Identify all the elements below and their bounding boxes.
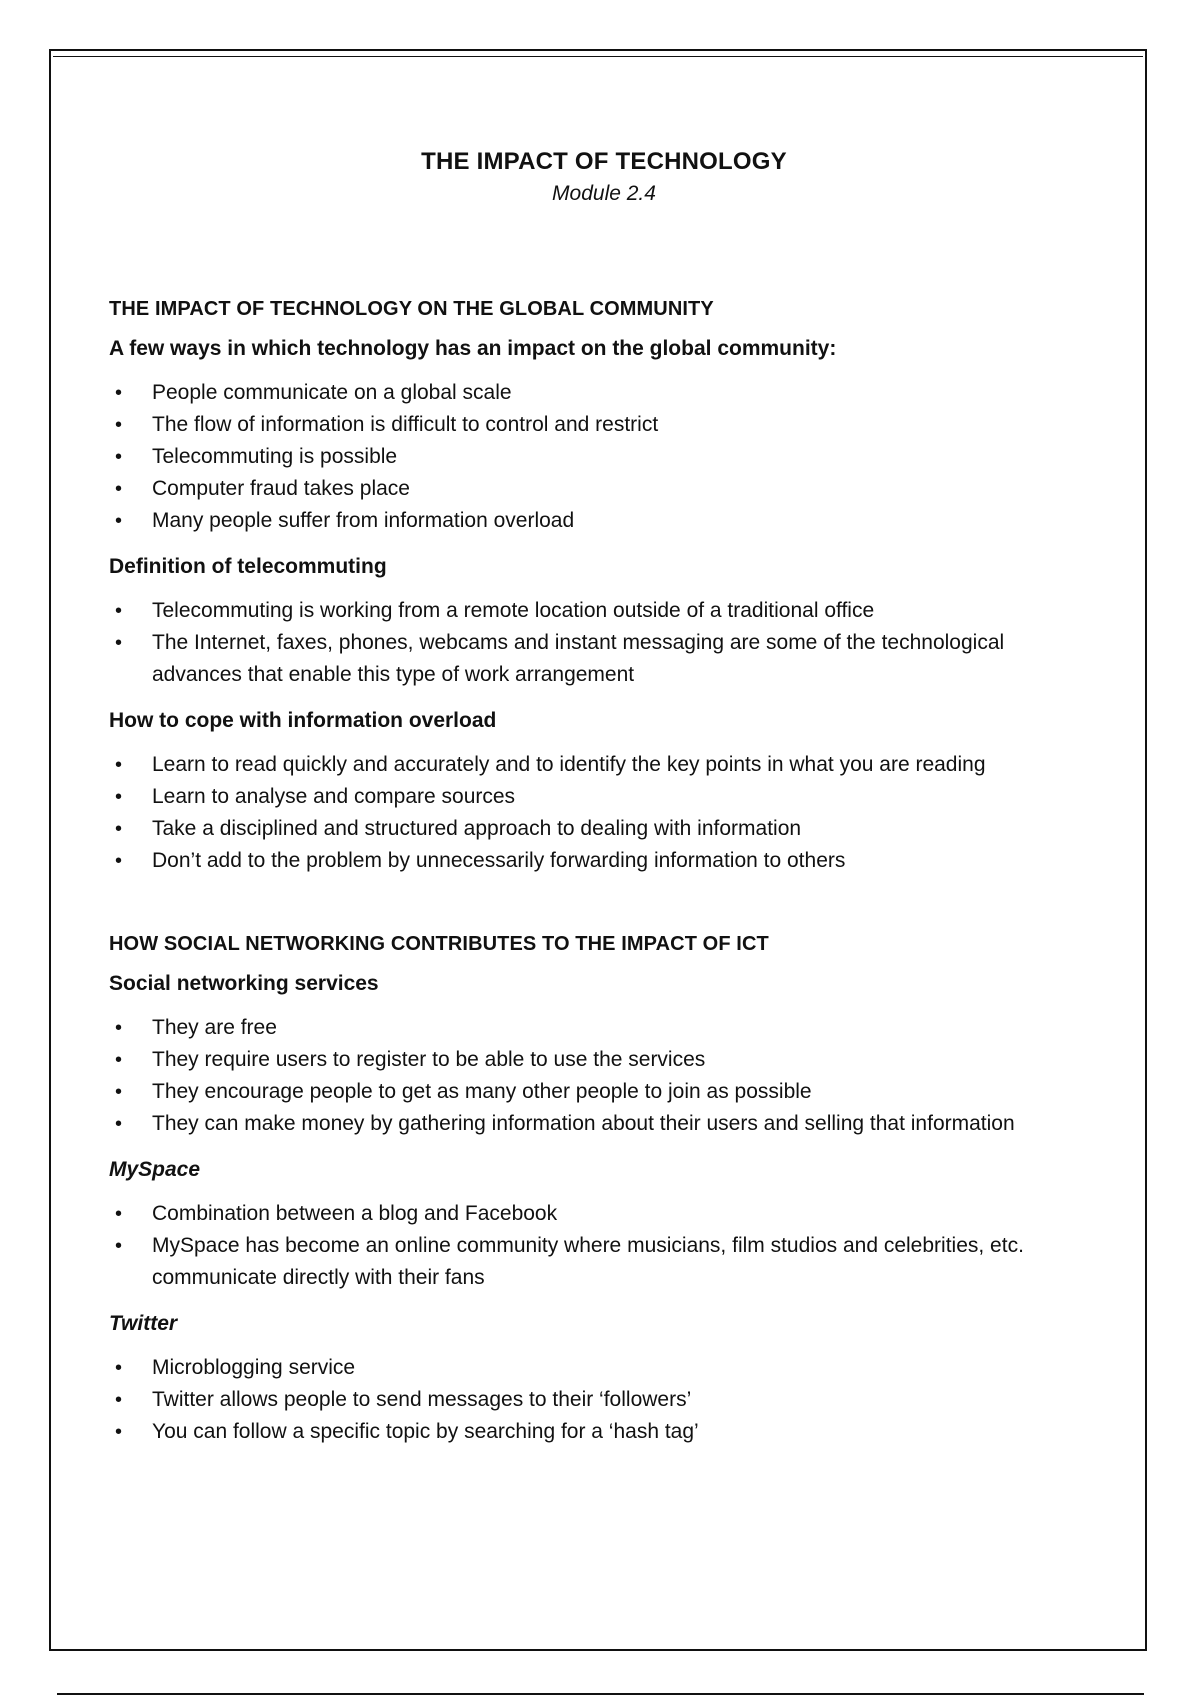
list-item-text: The Internet, faxes, phones, webcams and instant messaging are some of the technological advances that enable this type of work arrangement: [152, 631, 1005, 686]
list-item-text: They encourage people to get as many other people to join as possible: [152, 1080, 812, 1103]
list-item-text: People communicate on a global scale: [152, 381, 512, 404]
list-item-text: Learn to analyse and compare sources: [152, 785, 516, 808]
list-item-text: They require users to register to be able to use the services: [152, 1048, 706, 1071]
list-item: [109, 1416, 1099, 1448]
list-item: [109, 377, 1099, 409]
bullet-icon: •: [115, 1235, 123, 1257]
list-item-text: Learn to read quickly and accurately and to identify the key points in what you are reading: [152, 753, 986, 776]
bullet-icon: •: [115, 1017, 123, 1039]
document-body: [109, 140, 1099, 1448]
list-item-text: Microblogging service: [152, 1356, 356, 1379]
bullet-icon: •: [115, 1049, 123, 1071]
bullet-list-social-networking-services: [109, 1012, 1099, 1140]
bullet-icon: •: [115, 1357, 123, 1379]
list-item: [109, 595, 1099, 627]
bullet-list-myspace: [109, 1198, 1099, 1294]
subheading-social-networking-services: Social networking services: [109, 972, 379, 995]
document-title: THE IMPACT OF TECHNOLOGY: [421, 148, 787, 175]
list-item-text: They can make money by gathering information about their users and selling that information: [152, 1112, 1015, 1135]
bullet-icon: •: [115, 446, 123, 468]
document-subtitle: Module 2.4: [552, 182, 656, 205]
bullet-list-impact-ways: [109, 377, 1099, 537]
list-item-text: They are free: [152, 1016, 277, 1039]
list-item-text: The flow of information is difficult to control and restrict: [152, 413, 659, 436]
subheading-information-overload: How to cope with information overload: [109, 709, 497, 732]
bullet-icon: •: [115, 1113, 123, 1135]
list-item-text: Many people suffer from information overload: [152, 509, 575, 532]
list-item-text: Telecommuting is possible: [152, 445, 398, 468]
bullet-icon: •: [115, 478, 123, 500]
list-item: [109, 1108, 1099, 1140]
list-item: [109, 409, 1099, 441]
bullet-icon: •: [115, 850, 123, 872]
list-item-text: Telecommuting is working from a remote location outside of a traditional office: [152, 599, 875, 622]
bullet-icon: •: [115, 1203, 123, 1225]
bullet-icon: •: [115, 600, 123, 622]
list-item-text: Don’t add to the problem by unnecessarily forwarding information to others: [152, 849, 846, 872]
subheading-twitter: Twitter: [109, 1312, 178, 1335]
bullet-list-telecommuting: [109, 595, 1099, 691]
list-item: [109, 845, 1099, 877]
bullet-icon: •: [115, 414, 123, 436]
list-item-text: Take a disciplined and structured approach to dealing with information: [152, 817, 802, 840]
bullet-list-twitter: [109, 1352, 1099, 1448]
list-item-text: MySpace has become an online community where musicians, film studios and celebrities, etc. communicate directly with their fans: [152, 1234, 1024, 1289]
subheading-telecommuting-definition: Definition of telecommuting: [109, 555, 387, 578]
list-item-text: You can follow a specific topic by searching for a ‘hash tag’: [152, 1420, 699, 1443]
list-item-text: Computer fraud takes place: [152, 477, 410, 500]
bullet-icon: •: [115, 1389, 123, 1411]
list-item-text: Twitter allows people to send messages to their ‘followers’: [152, 1388, 692, 1411]
list-item: [109, 781, 1099, 813]
bullet-icon: •: [115, 786, 123, 808]
list-item: [109, 473, 1099, 505]
list-item: [109, 813, 1099, 845]
footer-rule: [57, 1693, 1144, 1695]
list-item: [109, 505, 1099, 537]
subheading-impact-ways: A few ways in which technology has an impact on the global community:: [109, 337, 837, 360]
bullet-icon: •: [115, 632, 123, 654]
subheading-myspace: MySpace: [109, 1158, 201, 1181]
section-heading-global-community: THE IMPACT OF TECHNOLOGY ON THE GLOBAL COMMUNITY: [109, 298, 714, 320]
list-item: [109, 1044, 1099, 1076]
section-heading-social-networking: HOW SOCIAL NETWORKING CONTRIBUTES TO THE IMPACT OF ICT: [109, 933, 769, 955]
bullet-icon: •: [115, 754, 123, 776]
list-item: [109, 1012, 1099, 1044]
bullet-list-information-overload: [109, 749, 1099, 877]
list-item: [109, 1198, 1099, 1230]
list-item: [109, 1352, 1099, 1384]
bullet-icon: •: [115, 1421, 123, 1443]
list-item-text: Combination between a blog and Facebook: [152, 1202, 558, 1225]
list-item: [109, 1076, 1099, 1108]
list-item: [109, 1384, 1099, 1416]
list-item: [109, 627, 1099, 691]
bullet-icon: •: [115, 818, 123, 840]
list-item: [109, 1230, 1099, 1294]
bullet-icon: •: [115, 382, 123, 404]
bullet-icon: •: [115, 1081, 123, 1103]
bullet-icon: •: [115, 510, 123, 532]
list-item: [109, 749, 1099, 781]
list-item: [109, 441, 1099, 473]
